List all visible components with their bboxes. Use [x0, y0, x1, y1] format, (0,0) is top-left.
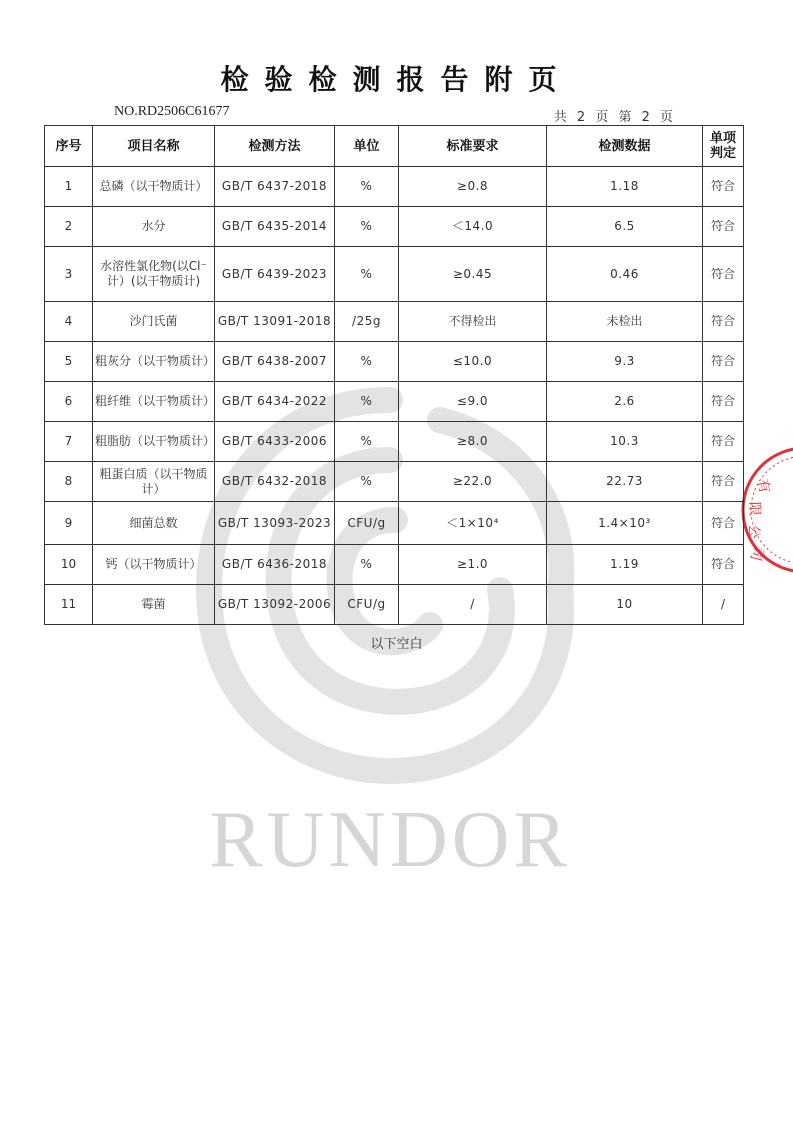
results-table	[44, 125, 744, 625]
cell-no: 9	[45, 502, 93, 545]
cell-method: GB/T 6433-2006	[215, 422, 335, 462]
cell-data: 9.3	[547, 342, 703, 382]
cell-item: 粗蛋白质（以干物质计）	[93, 462, 215, 502]
cell-unit: %	[335, 545, 399, 585]
cell-method: GB/T 13091-2018	[215, 302, 335, 342]
svg-text:司: 司	[746, 545, 766, 563]
cell-judgement: 符合	[703, 342, 744, 382]
cell-unit: CFU/g	[335, 502, 399, 545]
cell-method: GB/T 13093-2023	[215, 502, 335, 545]
cell-judgement: 符合	[703, 167, 744, 207]
cell-judgement: 符合	[703, 302, 744, 342]
cell-data: 22.73	[547, 462, 703, 502]
cell-item: 粗脂肪（以干物质计）	[93, 422, 215, 462]
cell-item: 霉菌	[93, 585, 215, 625]
cell-data: 1.19	[547, 545, 703, 585]
cell-no: 8	[45, 462, 93, 502]
cell-judgement: 符合	[703, 462, 744, 502]
cell-data: 未检出	[547, 302, 703, 342]
cell-item: 水溶性氯化物(以Cl⁻计）(以干物质计)	[93, 247, 215, 302]
cell-unit: %	[335, 167, 399, 207]
table-row	[45, 302, 744, 342]
cell-data: 0.46	[547, 247, 703, 302]
table-row	[45, 342, 744, 382]
cell-method: GB/T 6436-2018	[215, 545, 335, 585]
cell-method: GB/T 6438-2007	[215, 342, 335, 382]
cell-no: 10	[45, 545, 93, 585]
cell-unit: %	[335, 247, 399, 302]
table-row	[45, 167, 744, 207]
cell-item: 水分	[93, 207, 215, 247]
table-row	[45, 382, 744, 422]
blank-below-note: 以下空白	[370, 637, 423, 652]
cell-unit: %	[335, 342, 399, 382]
cell-unit: %	[335, 462, 399, 502]
header-item: 项目名称	[93, 126, 215, 167]
cell-unit: %	[335, 207, 399, 247]
cell-item: 粗纤维（以干物质计）	[93, 382, 215, 422]
cell-item: 细菌总数	[93, 502, 215, 545]
page-info: 共 2 页 第 2 页	[553, 110, 676, 125]
table-row	[45, 462, 744, 502]
cell-no: 2	[45, 207, 93, 247]
cell-data: 1.18	[547, 167, 703, 207]
cell-data: 10	[547, 585, 703, 625]
cell-method: GB/T 6439-2023	[215, 247, 335, 302]
cell-data: 6.5	[547, 207, 703, 247]
cell-requirement: ≥0.8	[399, 167, 547, 207]
report-number: NO.RD2506C61677	[114, 104, 230, 119]
cell-requirement: 不得检出	[399, 302, 547, 342]
svg-text:公: 公	[744, 523, 762, 540]
cell-no: 1	[45, 167, 93, 207]
header-data: 检测数据	[547, 126, 703, 167]
header-requirement: 标准要求	[399, 126, 547, 167]
header-method: 检测方法	[215, 126, 335, 167]
cell-requirement: ≥8.0	[399, 422, 547, 462]
cell-no: 3	[45, 247, 93, 302]
cell-data: 1.4×10³	[547, 502, 703, 545]
svg-text:有: 有	[754, 477, 773, 495]
cell-unit: CFU/g	[335, 585, 399, 625]
watermark-text: RUNDOR	[209, 796, 571, 884]
cell-judgement: /	[703, 585, 744, 625]
cell-data: 10.3	[547, 422, 703, 462]
cell-data: 2.6	[547, 382, 703, 422]
cell-requirement: ≥1.0	[399, 545, 547, 585]
svg-text:限: 限	[746, 501, 763, 517]
cell-item: 沙门氏菌	[93, 302, 215, 342]
cell-method: GB/T 6435-2014	[215, 207, 335, 247]
cell-method: GB/T 6434-2022	[215, 382, 335, 422]
cell-item: 钙（以干物质计）	[93, 545, 215, 585]
table-row	[45, 247, 744, 302]
cell-judgement: 符合	[703, 502, 744, 545]
cell-no: 6	[45, 382, 93, 422]
cell-no: 4	[45, 302, 93, 342]
cell-judgement: 符合	[703, 207, 744, 247]
cell-unit: %	[335, 382, 399, 422]
cell-requirement: ≥0.45	[399, 247, 547, 302]
cell-item: 粗灰分（以干物质计）	[93, 342, 215, 382]
cell-requirement: ＜14.0	[399, 207, 547, 247]
header-no: 序号	[45, 126, 93, 167]
cell-judgement: 符合	[703, 545, 744, 585]
cell-unit: /25g	[335, 302, 399, 342]
cell-judgement: 符合	[703, 422, 744, 462]
cell-judgement: 符合	[703, 382, 744, 422]
cell-no: 11	[45, 585, 93, 625]
table-row	[45, 422, 744, 462]
cell-requirement: /	[399, 585, 547, 625]
cell-judgement: 符合	[703, 247, 744, 302]
cell-requirement: ≥22.0	[399, 462, 547, 502]
cell-no: 5	[45, 342, 93, 382]
cell-requirement: ≤10.0	[399, 342, 547, 382]
table-row	[45, 502, 744, 545]
table-header-row	[45, 126, 744, 167]
header-judgement: 单项判定	[703, 126, 744, 167]
page-title: 检验检测报告附页	[220, 63, 573, 96]
cell-unit: %	[335, 422, 399, 462]
table-row	[45, 585, 744, 625]
table-row	[45, 545, 744, 585]
table-row	[45, 207, 744, 247]
cell-method: GB/T 13092-2006	[215, 585, 335, 625]
cell-method: GB/T 6432-2018	[215, 462, 335, 502]
header-unit: 单位	[335, 126, 399, 167]
cell-method: GB/T 6437-2018	[215, 167, 335, 207]
cell-item: 总磷（以干物质计）	[93, 167, 215, 207]
cell-requirement: ＜1×10⁴	[399, 502, 547, 545]
cell-no: 7	[45, 422, 93, 462]
cell-requirement: ≤9.0	[399, 382, 547, 422]
